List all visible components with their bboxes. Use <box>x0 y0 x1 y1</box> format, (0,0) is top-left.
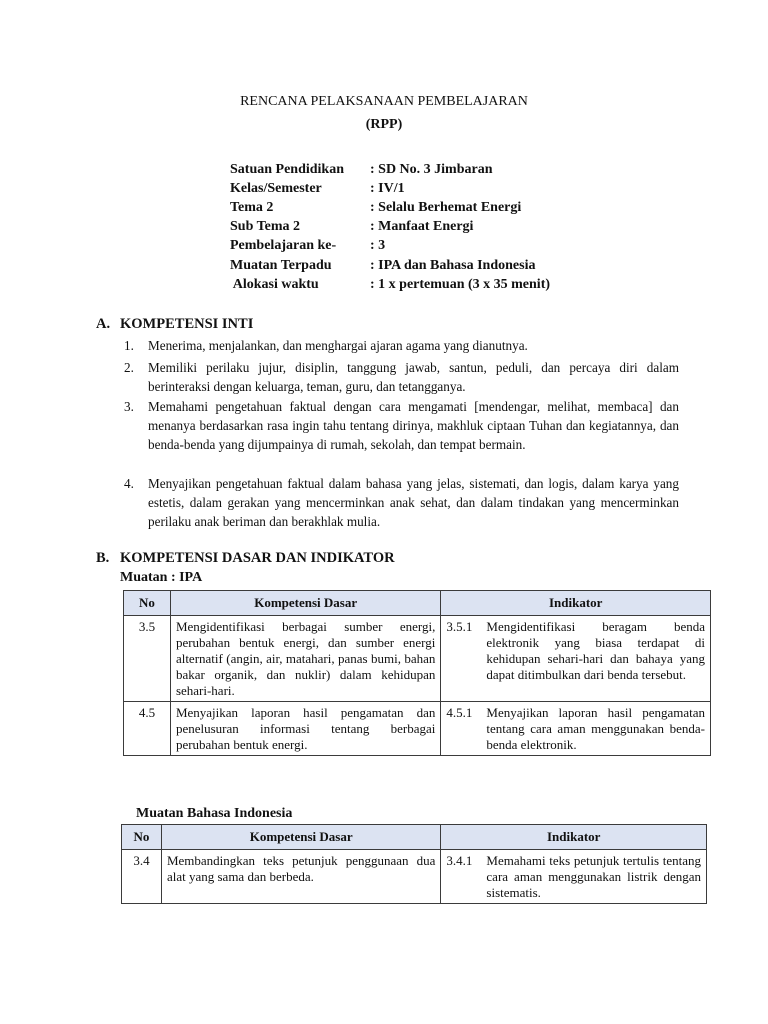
meta-key: Satuan Pendidikan <box>230 162 344 177</box>
section-title: KOMPETENSI INTI <box>120 316 254 332</box>
document-subtitle <box>0 117 768 133</box>
cell-kd: Mengidentifikasi berbagai sumber energi, perubahan bentuk energi, dan sumber energi alternatif (angin, air, matahari, panas bumi, bahan bakar organik, dan nuklir) dalam kehidupan sehari-hari. <box>170 616 440 702</box>
section-a-heading <box>96 316 253 333</box>
col-header-indikator: Indikator <box>441 825 707 850</box>
indikator-number: 3.5.1 <box>446 619 473 634</box>
col-header-indikator: Indikator <box>441 591 711 616</box>
table-header-row <box>124 591 711 616</box>
indikator-number: 3.4.1 <box>446 853 473 868</box>
meta-value: : 3 <box>370 238 386 253</box>
cell-kd: Menyajikan laporan hasil pengamatan dan penelusuran informasi tentang berbagai perubahan bentuk energi. <box>170 702 440 756</box>
list-item <box>124 474 679 531</box>
meta-row-subtema <box>230 217 473 236</box>
indikator-text: Menyajikan laporan hasil pengamatan tentang cara aman menggunakan benda-benda elektronik. <box>486 705 705 752</box>
meta-key: Tema 2 <box>230 200 274 215</box>
list-number: 4. <box>124 476 134 491</box>
section-letter: B. <box>96 550 110 566</box>
col-header-no: No <box>122 825 162 850</box>
list-item <box>124 358 679 396</box>
list-number: 1. <box>124 338 134 353</box>
list-number: 2. <box>124 360 134 375</box>
col-header-no: No <box>124 591 171 616</box>
indikator-text: Mengidentifikasi beragam benda elektronik yang biasa terdapat di kehidupan sehari-hari dan bahaya yang dapat ditimbulkan dari benda tersebut. <box>486 619 705 682</box>
list-number: 3. <box>124 399 134 414</box>
meta-key: Muatan Terpadu <box>230 258 332 273</box>
rpp-label: (RPP) <box>365 117 403 132</box>
list-item <box>124 397 679 454</box>
cell-no: 3.4 <box>122 850 162 904</box>
ipa-table <box>123 590 711 756</box>
meta-row-muatan <box>230 256 535 275</box>
indikator-number: 4.5.1 <box>446 705 473 720</box>
list-text: Memahami pengetahuan faktual dengan cara mengamati [mendengar, melihat, membaca] dan menanya berdasarkan rasa ingin tahu tentang dirinya, makhluk ciptaan Tuhan dan kegiatannya, dan benda-benda yang dijumpainya di rumah, sekolah, dan tempat bermain. <box>148 399 679 452</box>
meta-value: : 1 x pertemuan (3 x 35 menit) <box>370 277 551 292</box>
section-title: KOMPETENSI DASAR DAN INDIKATOR <box>120 550 395 566</box>
list-text: Memiliki perilaku jujur, disiplin, tanggung jawab, santun, peduli, dan percaya diri dalam berinteraksi dengan keluarga, teman, guru, dan tetangganya. <box>148 360 679 394</box>
col-header-kd: Kompetensi Dasar <box>170 591 440 616</box>
muatan-ipa-label: Muatan : IPA <box>120 570 203 585</box>
meta-value: : Selalu Berhemat Energi <box>370 200 522 215</box>
indikator-text: Memahami teks petunjuk tertulis tentang cara aman menggunakan listrik dengan sistematis. <box>486 853 701 900</box>
cell-no: 4.5 <box>124 702 171 756</box>
meta-row-alokasi <box>230 275 550 294</box>
meta-key: Pembelajaran ke- <box>230 238 337 253</box>
cell-kd: Membandingkan teks petunjuk penggunaan dua alat yang sama dan berbeda. <box>161 850 440 904</box>
meta-value: : IPA dan Bahasa Indonesia <box>370 258 536 273</box>
meta-value: : Manfaat Energi <box>370 219 474 234</box>
muatan-bindo-label: Muatan Bahasa Indonesia <box>136 806 293 821</box>
table-row <box>124 616 711 702</box>
meta-row-pembelajaran <box>230 236 385 255</box>
cell-no: 3.5 <box>124 616 171 702</box>
list-item <box>124 336 679 355</box>
document-title: RENCANA PELAKSANAAN PEMBELAJARAN <box>240 94 528 109</box>
meta-key: Kelas/Semester <box>230 181 322 196</box>
table-row <box>124 702 711 756</box>
meta-key: Alokasi waktu <box>230 277 319 292</box>
meta-row-kelas <box>230 179 405 198</box>
cell-indikator <box>441 702 711 756</box>
bindo-table <box>121 824 707 904</box>
list-text: Menyajikan pengetahuan faktual dalam bahasa yang jelas, sistemati, dan logis, dalam karya yang estetis, dalam gerakan yang mencerminkan anak sehat, dan dalam tindakan yang mencerminkan perilaku anak beriman dan berakhlak mulia. <box>148 476 679 529</box>
col-header-kd: Kompetensi Dasar <box>161 825 440 850</box>
meta-value: : SD No. 3 Jimbaran <box>370 162 493 177</box>
table-header-row <box>122 825 707 850</box>
meta-key: Sub Tema 2 <box>230 219 301 234</box>
section-letter: A. <box>96 316 111 332</box>
meta-value: : IV/1 <box>370 181 405 196</box>
cell-indikator <box>441 616 711 702</box>
meta-row-satuan <box>230 160 493 179</box>
section-b-heading <box>96 550 395 567</box>
table-row <box>122 850 707 904</box>
cell-indikator <box>441 850 707 904</box>
list-text: Menerima, menjalankan, dan menghargai ajaran agama yang dianutnya. <box>148 338 528 353</box>
meta-row-tema <box>230 198 521 217</box>
